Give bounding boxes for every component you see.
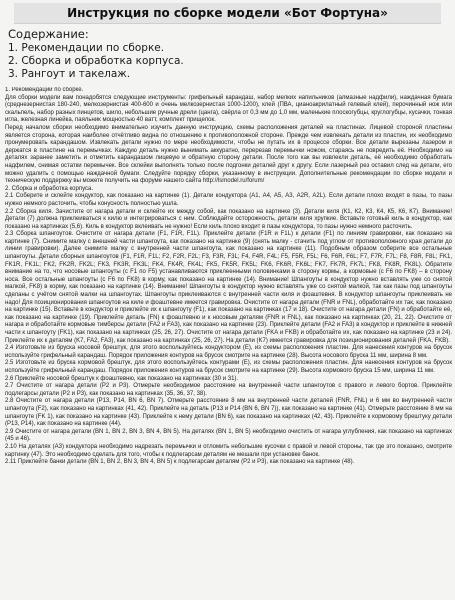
toc-item: 2. Сборка и обработка корпуса. [8, 55, 184, 67]
paragraph: 2.11 Приклейте банки детали (BN 1, BN 2, BN 3, BN 4, BN 5) к подлегарсам деталям (P2 и P3), как показано на картинке (48). [5, 459, 355, 466]
table-of-contents [8, 27, 448, 81]
paragraph: 2.4 Изготовьте из бруска носовой брештук, для этого воспользуйтесь кондуктором (E), из схемы расположения пластин. Для нанесения контуров на брусок используйте грифельный карандаш. Порядок приложения контуров на брусок смотрите на картинке (28). Высота носового бруска 11 мм, ширина 8 мм. [5, 345, 452, 359]
toc-heading: Содержание: [8, 27, 89, 41]
paragraph: 2.1 Соберите и склейте кондуктор, как показано на картинке (1). Детали кондуктора (А1, А4, А5, А3, А2R, А2L). Если детали плохо входят в пазы, то пазы нужно немного расточить, чтобы конусность полностью ушла. [5, 193, 452, 207]
paragraph: 2.9 Очистите от нагара детали (BN 1, BN 2, BN 3, BN 4, BN 5). На деталях (BN 1, BN 5) необходимо очистить от нагара углубления, как показано на картинках (45 и 46). [5, 428, 452, 443]
paragraph: Для сборки модели вам понадобятся следующие инструменты: грифельный карандаш, набор мелких напильников (алмазные надфили), наждачная бумага (среднезернистая 180-240, мелкозернистая 400-600 и очень мелкозернистая 1000-1200), клей (ПВА, цианоакрилатный гелевый клей), перочинный нож или скальпель, набор разных пинцетов, шило, небольшие ручные дрели (цанга), свёрла от 0,3 мм до 1,0 мм, маленькие плоскогубцы, круглогубцы, кусачки, тонкая игла, железная линейка, паяльник мощностью 40 ватт, комплект прищепок. [5, 94, 452, 124]
instruction-body [5, 87, 452, 599]
paragraph: 2.6 Приклейте носовой брештук к фоаштевню, как показано на картинках (30 и 31). [5, 375, 239, 382]
section-heading: 2. Сборка и обработка корпуса. [5, 185, 94, 192]
toc-item: 3. Рангоут и такелаж. [8, 68, 131, 80]
page-title: Инструкция по сборке модели «Бот Фортуна» [14, 3, 441, 24]
paragraph: 2.8 Очистите от нагара детали (P13, P14, BN 6, BN 7). Отмерьте расстояние 8 мм на внутренней части деталей (FNR, FNL) и 6 мм во внутренней части шпангоута (F2), как показано на картинках (41, 42). Приклейте на деталь (P13 и P14 (BN 6, BN 7)), как показано на картинке (41). Отмерьте расстояние 8 мм на шпангоуте (FK 1), как показано на картинке (43). Приклейте к нему детали (BN 6), как показано на картинках (42, 43). Приклейте к кормовому брештуку детали (P13, P14), как показано на картинке (44). [5, 398, 452, 428]
paragraph: 2.5 Изготовьте из бруска кормовой брештук, для этого воспользуйтесь контурами (E), из схемы расположения пластин. Для нанесения контуров на брусок используйте грифельный карандаш. Порядок приложения контуров на брусок смотрите на картинке (29). Высота кормового бруска 15 мм, ширина 11 мм. [5, 360, 452, 374]
toc-item: 1. Рекомендации по сборке. [8, 42, 165, 54]
paragraph: 2.10 На деталях (A3) кондуктора необходимо надрезать перемычки и отломить небольшие кусочки с правой и левой стороны, так где это показано, смотрите картинку (47). Это необходимо сделать для того, чтобы к подлегарсам деталям не мешали при установке банок. [5, 443, 452, 458]
paragraph: 2.7 Очистите от нагара детали (P2 и P3). Отмерьте необходимое расстояние на внутренней части шпангоутов с правого и левого бортов. Приклейте подлегарсы детали (P2 и P3), как показано на картинках (35, 36, 37, 38). [5, 383, 452, 397]
paragraph: 2.2 Сборка киля. Зачистите от нагара детали и склейте их между собой, как показано на картинке (3). Детали киля (К1, К2, К3, К4, К5, К6, К7). Внимание! Детали (7) должна приклеиваться к килю и интегрироваться с ним. Соблюдайте осторожность, детали киля хрупкие. Вставьте готовый киль в кондуктор, как показано на картинках (5,6). Киль в кондуктор вклеивать не нужно! Если киль плохо входит в пазы кондуктора, то пазы нужно немного расточить. [5, 208, 452, 230]
paragraph: 2.3 Сборка шпангоутов. Очистите от нагара детали (F1, F1R, F1L). Приклейте детали (F1R и F1L) к детали (F1) по линиям гравировки, как показано на картинке (7). Снимите малку с внешней части шпангоута, как показано на картинке (9) (снять малку - стачить под углом от противоположного края детали до линии гравировки). Далее снимите малку с внутренней части шпангоута, как показано на картинке (11). Подобным образом соберите все остальные шпангоуты. Детали сборных шпангоутов (F1, F1R, F1L; F2, F2R, F2L; F3, F3R, F3L; F4, F4R, F4L; F5, F5R, F5L; F6, F6R, F6L; F7, F7R, F7L; F8, F8R, F8L; FK1, FK1R, FK1L; FK2, FK2R, FK2L; FK3, FK3R, FK3L; FK4, FK4R, FK4L; FK5, FK5R, FK5L; FK6, FK6R, FK6L; FK7, FK7R, FK7L; FK8, FK8R, FK8L). Обратите внимание на то, что носовые шпангоуты (с F1 по F5) устанавливаются приклеенными половинками в сторону кормы, а кормовые (с F6 по FK8) – в сторону носа. Все остальные шпангоуты (с F6 по FK8) в корму, как показано на картинке (14). Внимание! Шпангоуты в кондуктор нужно вставлять уже со снятой малкой, FK8) в корму, как показано на картинке (14). Внимание! Шпангоуты в кондуктор нужно вставлять уже со снятой малкой, так как пазы под шпангоуты сделаны с учётом снятой малки на шпангоутах. Шпангоуты приклеиваются с внутренней части киля и фоаштевня. В кондуктор шпангоуты приклеивать не надо! Для позиционирования шпангоутов на киле и фоаштевне имеется гравировка. Очистите от нагара детали (FNR и FNL), обработайте их так, как показано на картинке (15). Вставьте в кондуктор и приклейте их к шпангоуту (F1), как показано на картинках (17 и 18). Очистите от нагара детали (FN) и обработайте её, как показано на картинке (19). Приклейте деталь (FN) к фоаштевню и к носовым деталям (FNR и FNL), как показано на картинках (20, 21, 22). Очистите от нагара и обработайте кормовые тимберсы детали (FA2 и FA3), как показано на картинке (23). Приклейте детали (FA2 и FA3) в кондуктор и приклейте в нижней части к шпангоуту (FK1), как показано на картинках (25, 26, 27). Очистите от нагара детали (FKA и FKB) и обработайте их, как показано на картинке (23 и 24). Приклейте их к деталям (K7, FA2, FA3), как показано на картинках (25, 26, 27). На детали (K7) имеется гравировка для позиционирования деталей (FKA, FKB). [5, 231, 452, 344]
section-heading: 1. Рекомендации по сборке. [5, 87, 84, 93]
paragraph: Перед началом сборки необходимо внимательно изучить данную инструкцию, схемы расположения деталей на пластинах. Лицевой стороной пластины является сторона, которая наиболее отчётливо видна по отношению к противоположной стороне. Прежде чем извлекать детали из пластин, их необходимо пронумеровать карандашом. Извлекать детали нужно по мере необходимости, чтобы не путать их в процессе сборки. Все детали вырезаны лазером и держатся в пластине на перемычках. Каждую деталь нужно вынимать аккуратно, перерезав перемычки ножом, стараясь не повредить её. Необходимо на деталях заранее заметить и отметить карандашом лицевую и обратную сторону детали. После того как вы извлекли деталь, её необходимо обработать надфилем, снимая остатки перемычек. Все склейки выполнять только после подгонки деталей друг к другу. Если лазерный рез оставил след на детали, его можно удалить с помощью наждачной бумаги. Следуйте порядку сборки, указанному в инструкции. Дополнительные рекомендации по сборке модели и техническую поддержку вы можете получить на форуме нашего сайта http://lsmodel.ru/forum/ [5, 124, 452, 185]
